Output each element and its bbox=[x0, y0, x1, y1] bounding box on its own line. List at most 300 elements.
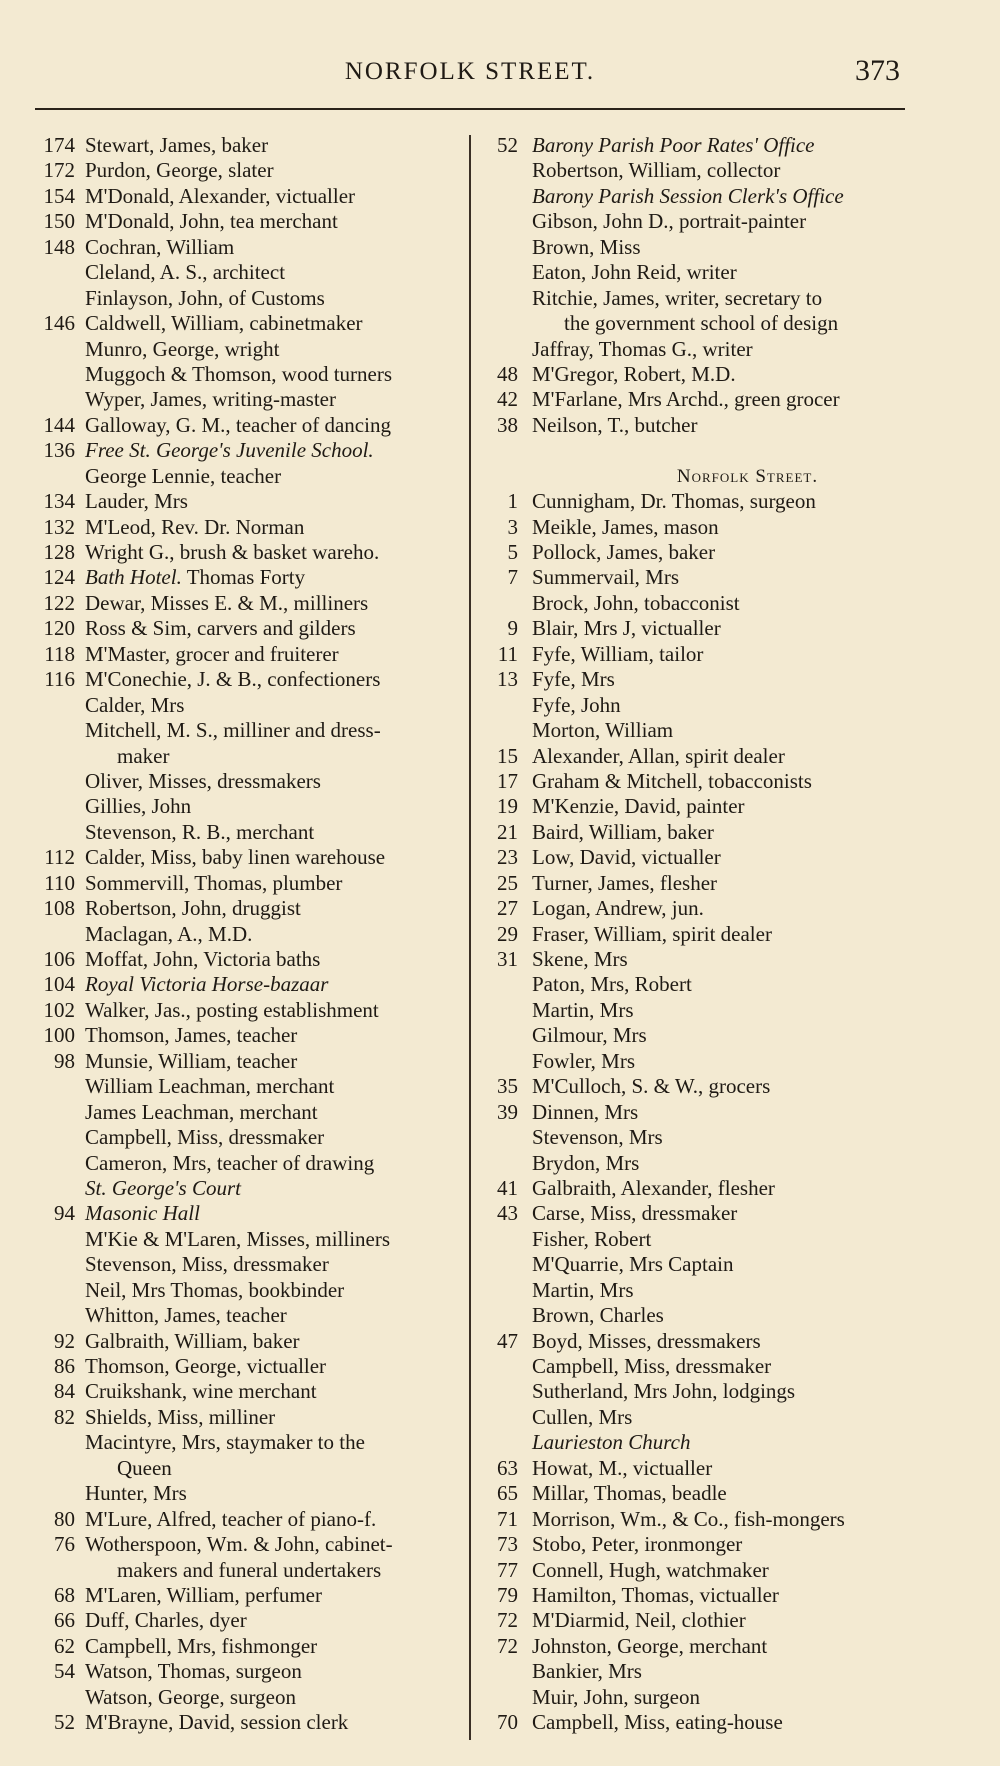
entry-text bbox=[85, 362, 392, 387]
entry-text bbox=[85, 286, 325, 311]
directory-entry bbox=[15, 1049, 465, 1074]
directory-entry bbox=[480, 387, 995, 412]
directory-entry bbox=[15, 642, 465, 667]
directory-entry bbox=[15, 718, 465, 743]
house-number: 68 bbox=[54, 1582, 75, 1607]
entry-name: Brydon, Mrs bbox=[532, 1150, 640, 1175]
entry-text bbox=[532, 1430, 690, 1455]
directory-entry bbox=[15, 1151, 465, 1176]
directory-entry bbox=[480, 1379, 995, 1404]
entry-text bbox=[532, 515, 719, 540]
directory-entry bbox=[15, 667, 465, 692]
directory-entry bbox=[480, 1634, 995, 1659]
entry-text bbox=[85, 591, 368, 616]
entry-name: Shields, Miss, milliner bbox=[85, 1404, 276, 1429]
entry-name: Carse, Miss, dressmaker bbox=[532, 1201, 738, 1226]
entry-text bbox=[85, 1430, 365, 1455]
entry-text bbox=[85, 693, 184, 718]
entry-name: Barony Parish Poor Rates' Office bbox=[532, 133, 815, 157]
directory-entry bbox=[480, 718, 995, 743]
directory-entry bbox=[15, 744, 465, 769]
entry-text bbox=[85, 1151, 374, 1176]
entry-name: Muggoch & Thomson, wood turners bbox=[85, 361, 393, 386]
entry-name: Skene, Mrs bbox=[532, 947, 628, 971]
entry-text bbox=[532, 922, 772, 947]
entry-text bbox=[532, 845, 721, 870]
house-number: 38 bbox=[497, 412, 518, 437]
entry-name: M'Farlane, Mrs Archd., green grocer bbox=[532, 387, 840, 412]
entry-name: M'Brayne, David, session clerk bbox=[85, 1710, 349, 1735]
directory-entry bbox=[480, 1456, 995, 1481]
entry-text bbox=[85, 1100, 318, 1125]
directory-entry bbox=[480, 540, 995, 565]
directory-entry bbox=[15, 286, 465, 311]
entry-text bbox=[85, 845, 385, 870]
entry-text bbox=[85, 1252, 329, 1277]
directory-entry bbox=[15, 1023, 465, 1048]
house-number: 92 bbox=[54, 1328, 75, 1353]
house-number: 21 bbox=[497, 819, 518, 844]
house-number: 65 bbox=[497, 1481, 518, 1506]
directory-entry bbox=[480, 158, 995, 183]
entry-name: M'Lure, Alfred, teacher of piano-f. bbox=[85, 1506, 377, 1531]
entry-name: Graham & Mitchell, tobacconists bbox=[532, 768, 812, 793]
house-number: 17 bbox=[497, 768, 518, 793]
directory-entry bbox=[480, 1710, 995, 1735]
house-number: 73 bbox=[497, 1532, 518, 1557]
entry-name: Fyfe, John bbox=[532, 692, 621, 717]
entry-name: Howat, M., victualler bbox=[532, 1455, 713, 1480]
entry-name: Campbell, Miss, eating-house bbox=[532, 1710, 783, 1735]
column-divider bbox=[469, 135, 471, 1740]
directory-entry bbox=[480, 362, 995, 387]
entry-text bbox=[532, 133, 815, 158]
directory-entry bbox=[480, 1507, 995, 1532]
entry-name: Galbraith, William, baker bbox=[85, 1328, 300, 1353]
entry-name: Summervail, Mrs bbox=[532, 565, 679, 590]
entry-text bbox=[85, 1303, 287, 1328]
entry-name: Fyfe, Mrs bbox=[532, 667, 615, 692]
entry-text bbox=[85, 565, 305, 590]
entry-name: Fisher, Robert bbox=[532, 1226, 652, 1251]
directory-entry bbox=[15, 922, 465, 947]
entry-name: Morton, William bbox=[532, 718, 674, 743]
directory-entry bbox=[480, 311, 995, 336]
entry-text bbox=[85, 1329, 300, 1354]
entry-name: M'Donald, Alexander, victualler bbox=[85, 183, 356, 208]
entry-text bbox=[532, 896, 704, 921]
directory-entry bbox=[480, 1481, 995, 1506]
house-number: 144 bbox=[43, 412, 75, 437]
entry-name: William Leachman, merchant bbox=[85, 1074, 335, 1099]
entry-text bbox=[532, 998, 634, 1023]
directory-entry bbox=[480, 1100, 995, 1125]
house-number: 136 bbox=[43, 438, 75, 463]
entry-text bbox=[532, 1252, 734, 1277]
directory-entry bbox=[480, 413, 995, 438]
house-number: 31 bbox=[497, 947, 518, 971]
directory-entry bbox=[15, 235, 465, 260]
directory-entry bbox=[15, 693, 465, 718]
entry-name: Calder, Miss, baby linen warehouse bbox=[85, 845, 386, 870]
directory-entry bbox=[15, 184, 465, 209]
directory-entry bbox=[480, 489, 995, 514]
directory-entry bbox=[15, 260, 465, 285]
house-number: 29 bbox=[497, 921, 518, 946]
entry-name: Connell, Hugh, watchmaker bbox=[532, 1557, 769, 1582]
directory-entry bbox=[15, 1558, 465, 1583]
house-number: 5 bbox=[507, 540, 518, 564]
directory-entry bbox=[480, 1049, 995, 1074]
directory-entry bbox=[480, 1405, 995, 1430]
house-number: 146 bbox=[43, 311, 75, 336]
entry-name: Gillies, John bbox=[85, 794, 192, 819]
directory-entry bbox=[15, 1100, 465, 1125]
entry-name: M'Leod, Rev. Dr. Norman bbox=[85, 514, 305, 539]
house-number: 42 bbox=[497, 387, 518, 412]
entry-text bbox=[532, 693, 621, 718]
entry-name: Robertson, John, druggist bbox=[85, 896, 301, 921]
directory-entry bbox=[15, 1354, 465, 1379]
entry-text bbox=[532, 642, 703, 667]
entry-text bbox=[532, 1481, 727, 1506]
house-number: 110 bbox=[44, 870, 75, 895]
entry-name: Muir, John, surgeon bbox=[532, 1684, 700, 1709]
directory-entry bbox=[15, 1125, 465, 1150]
directory-entry bbox=[15, 1405, 465, 1430]
entry-name: Macintyre, Mrs, staymaker to the bbox=[85, 1430, 365, 1455]
directory-entry bbox=[480, 1583, 995, 1608]
entry-name: Meikle, James, mason bbox=[532, 514, 719, 539]
house-number: 84 bbox=[54, 1379, 75, 1404]
directory-entry bbox=[15, 565, 465, 590]
directory-entry bbox=[480, 260, 995, 285]
directory-entry bbox=[15, 438, 465, 463]
house-number: 120 bbox=[43, 616, 75, 641]
entry-text bbox=[85, 133, 268, 158]
entry-text bbox=[85, 922, 252, 947]
entry-text bbox=[85, 1379, 317, 1404]
entry-text bbox=[532, 1125, 663, 1150]
house-number: 118 bbox=[44, 641, 75, 666]
directory-entry bbox=[480, 337, 995, 362]
house-number: 52 bbox=[54, 1710, 75, 1735]
directory-entry bbox=[15, 591, 465, 616]
directory-entry bbox=[15, 133, 465, 158]
directory-entry bbox=[15, 1532, 465, 1557]
directory-entry bbox=[480, 845, 995, 870]
entry-name: Thomson, James, teacher bbox=[85, 1023, 298, 1048]
directory-entry bbox=[15, 413, 465, 438]
directory-entry bbox=[480, 1685, 995, 1710]
directory-entry bbox=[480, 871, 995, 896]
entry-name: Stewart, James, baker bbox=[85, 133, 269, 157]
house-number: 48 bbox=[497, 361, 518, 386]
entry-text bbox=[85, 1023, 297, 1048]
entry-name: Low, David, victualler bbox=[532, 845, 721, 870]
entry-text bbox=[532, 794, 745, 819]
directory-entry bbox=[15, 158, 465, 183]
entry-text bbox=[85, 998, 379, 1023]
house-number: 41 bbox=[497, 1175, 518, 1200]
entry-text bbox=[532, 1456, 712, 1481]
entry-name: M'Diarmid, Neil, clothier bbox=[532, 1608, 746, 1633]
entry-name: Hamilton, Thomas, victualler bbox=[532, 1582, 779, 1607]
directory-entry bbox=[15, 1252, 465, 1277]
entry-text bbox=[532, 1201, 737, 1226]
entry-name: Galloway, G. M., teacher of dancing bbox=[85, 412, 391, 437]
directory-entry bbox=[480, 1278, 995, 1303]
directory-entry bbox=[480, 515, 995, 540]
house-number: 71 bbox=[497, 1506, 518, 1531]
entry-text bbox=[532, 1074, 770, 1099]
entry-name: M'Gregor, Robert, M.D. bbox=[532, 361, 736, 386]
entry-name: Cameron, Mrs, teacher of drawing bbox=[85, 1150, 375, 1175]
entry-name: Sommervill, Thomas, plumber bbox=[85, 870, 343, 895]
entry-text bbox=[532, 1405, 632, 1430]
entry-name: Gibson, John D., portrait-painter bbox=[532, 209, 807, 234]
directory-entry bbox=[480, 642, 995, 667]
directory-entry bbox=[480, 947, 995, 972]
directory-entry bbox=[15, 1608, 465, 1633]
house-number: 72 bbox=[497, 1608, 518, 1633]
entry-name: Eaton, John Reid, writer bbox=[532, 260, 737, 285]
directory-entry bbox=[15, 1583, 465, 1608]
directory-entry bbox=[15, 1329, 465, 1354]
entry-text bbox=[532, 489, 816, 514]
directory-entry bbox=[15, 1074, 465, 1099]
entry-text bbox=[532, 565, 679, 590]
header-rule bbox=[35, 108, 905, 110]
house-number: 70 bbox=[497, 1710, 518, 1735]
directory-entry bbox=[15, 1303, 465, 1328]
directory-entry bbox=[480, 1227, 995, 1252]
entry-name: Watson, Thomas, surgeon bbox=[85, 1659, 302, 1684]
entry-text bbox=[532, 769, 812, 794]
entry-text bbox=[532, 591, 740, 616]
entry-name: Stevenson, Miss, dressmaker bbox=[85, 1252, 329, 1277]
entry-text bbox=[85, 1354, 326, 1379]
entry-text bbox=[85, 1507, 376, 1532]
entry-name: Queen bbox=[117, 1455, 172, 1480]
blank-line bbox=[480, 438, 995, 463]
entry-name: Maclagan, A., M.D. bbox=[85, 921, 253, 946]
entry-name: Dinnen, Mrs bbox=[532, 1099, 639, 1124]
directory-entry bbox=[480, 667, 995, 692]
house-number: 1 bbox=[507, 489, 518, 514]
directory-entry bbox=[15, 820, 465, 845]
entry-name: M'Kenzie, David, painter bbox=[532, 794, 745, 819]
entry-text bbox=[85, 438, 374, 463]
entry-text bbox=[532, 947, 628, 972]
directory-entry bbox=[480, 1354, 995, 1379]
entry-text bbox=[85, 769, 321, 794]
entry-text bbox=[532, 744, 785, 769]
entry-name: Campbell, Miss, dressmaker bbox=[532, 1354, 772, 1378]
entry-text bbox=[85, 794, 191, 819]
directory-entry bbox=[15, 1710, 465, 1735]
page-title: NORFOLK STREET. bbox=[344, 58, 596, 85]
house-number: 27 bbox=[497, 896, 518, 921]
entry-name: Robertson, William, collector bbox=[532, 158, 781, 183]
entry-name: Campbell, Miss, dressmaker bbox=[85, 1125, 325, 1150]
entry-name: maker bbox=[117, 743, 170, 768]
directory-entry bbox=[15, 794, 465, 819]
entry-text bbox=[85, 1201, 200, 1226]
entry-extra: Thomas Forty bbox=[181, 565, 306, 590]
house-number: 13 bbox=[497, 667, 518, 692]
entry-name: Pollock, James, baker bbox=[532, 540, 716, 564]
entry-name: Campbell, Mrs, fishmonger bbox=[85, 1633, 318, 1658]
entry-text bbox=[532, 1049, 635, 1074]
directory-entry bbox=[480, 1074, 995, 1099]
left-column bbox=[15, 133, 465, 1736]
entry-name: Mitchell, M. S., milliner and dress- bbox=[85, 718, 381, 743]
entry-text bbox=[532, 1023, 647, 1048]
house-number: 122 bbox=[43, 590, 75, 615]
house-number: 80 bbox=[54, 1506, 75, 1531]
directory-entry bbox=[15, 871, 465, 896]
directory-entry bbox=[15, 337, 465, 362]
entry-text bbox=[85, 1074, 334, 1099]
entry-text bbox=[532, 1507, 845, 1532]
entry-text bbox=[532, 820, 714, 845]
directory-entry bbox=[480, 616, 995, 641]
entry-name: Walker, Jas., posting establishment bbox=[85, 997, 379, 1022]
entry-name: James Leachman, merchant bbox=[85, 1099, 318, 1124]
entry-name: M'Donald, John, tea merchant bbox=[85, 209, 338, 234]
directory-entry bbox=[480, 1659, 995, 1684]
entry-text bbox=[532, 235, 641, 260]
entry-text bbox=[532, 260, 737, 285]
directory-entry bbox=[480, 744, 995, 769]
house-number: 128 bbox=[43, 540, 75, 564]
entry-text bbox=[85, 1634, 317, 1659]
entry-name: Morrison, Wm., & Co., fish-mongers bbox=[532, 1506, 845, 1531]
entry-text bbox=[532, 209, 806, 234]
entry-text bbox=[532, 616, 721, 641]
house-number: 25 bbox=[497, 870, 518, 895]
directory-entry bbox=[15, 1685, 465, 1710]
directory-entry bbox=[15, 998, 465, 1023]
directory-entry bbox=[15, 1507, 465, 1532]
entry-text bbox=[532, 1354, 771, 1379]
entry-name: Logan, Andrew, jun. bbox=[532, 896, 704, 921]
entry-name: Galbraith, Alexander, flesher bbox=[532, 1175, 775, 1200]
entry-text bbox=[532, 540, 715, 565]
entry-text bbox=[85, 1227, 390, 1252]
directory-entry bbox=[480, 1125, 995, 1150]
entry-name: Brown, Miss bbox=[532, 234, 641, 259]
entry-text bbox=[532, 1176, 775, 1201]
entry-name: Brown, Charles bbox=[532, 1303, 664, 1328]
house-number: 39 bbox=[497, 1099, 518, 1124]
house-number: 63 bbox=[497, 1455, 518, 1480]
directory-entry bbox=[480, 1303, 995, 1328]
house-number: 98 bbox=[54, 1048, 75, 1073]
house-number: 100 bbox=[43, 1023, 75, 1048]
entry-text bbox=[85, 387, 336, 412]
entry-name: Millar, Thomas, beadle bbox=[532, 1481, 727, 1506]
entry-text bbox=[85, 1659, 302, 1684]
entry-name: Munsie, William, teacher bbox=[85, 1048, 298, 1073]
directory-entry bbox=[480, 1329, 995, 1354]
entry-name: St. George's Court bbox=[85, 1175, 241, 1200]
house-number: 94 bbox=[54, 1201, 75, 1226]
entry-text bbox=[85, 947, 320, 972]
entry-name: Barony Parish Session Clerk's Office bbox=[532, 183, 844, 208]
entry-text bbox=[532, 1379, 795, 1404]
entry-text bbox=[532, 1710, 783, 1735]
page-number: 373 bbox=[855, 54, 900, 87]
directory-entry bbox=[15, 209, 465, 234]
entry-text bbox=[532, 871, 717, 896]
directory-entry bbox=[15, 1176, 465, 1201]
entry-text bbox=[85, 1176, 241, 1201]
entry-text bbox=[85, 184, 355, 209]
directory-entry bbox=[15, 1481, 465, 1506]
entry-name: Fowler, Mrs bbox=[532, 1048, 635, 1073]
entry-text bbox=[85, 489, 188, 514]
entry-name: Sutherland, Mrs John, lodgings bbox=[532, 1379, 796, 1404]
entry-name: Moffat, John, Victoria baths bbox=[85, 947, 321, 971]
entry-text bbox=[532, 1151, 639, 1176]
entry-text bbox=[532, 1659, 642, 1684]
entry-name: Fyfe, William, tailor bbox=[532, 641, 704, 666]
directory-entry bbox=[15, 947, 465, 972]
entry-name: Wright G., brush & basket wareho. bbox=[85, 540, 380, 564]
entry-text bbox=[564, 311, 838, 336]
entry-name: Neil, Mrs Thomas, bookbinder bbox=[85, 1277, 345, 1302]
entry-name: Cruikshank, wine merchant bbox=[85, 1379, 317, 1404]
entry-name: Cleland, A. S., architect bbox=[85, 260, 286, 285]
directory-entry bbox=[480, 972, 995, 997]
directory-entry bbox=[15, 1659, 465, 1684]
house-number: 106 bbox=[43, 947, 75, 971]
entry-name: Neilson, T., butcher bbox=[532, 412, 698, 437]
entry-name: Cullen, Mrs bbox=[532, 1404, 633, 1429]
entry-name: Bath Hotel. bbox=[85, 565, 182, 590]
entry-text bbox=[85, 260, 285, 285]
entry-name: Brock, John, tobacconist bbox=[532, 590, 740, 615]
house-number: 62 bbox=[54, 1633, 75, 1658]
entry-text bbox=[532, 1558, 769, 1583]
entry-text bbox=[532, 1634, 767, 1659]
entry-text bbox=[85, 209, 338, 234]
entry-text bbox=[85, 667, 380, 692]
house-number: 108 bbox=[43, 896, 75, 921]
directory-entry bbox=[480, 184, 995, 209]
entry-text bbox=[532, 972, 692, 997]
directory-entry bbox=[15, 1278, 465, 1303]
entry-text bbox=[85, 515, 304, 540]
directory-entry bbox=[15, 311, 465, 336]
entry-text bbox=[85, 1608, 247, 1633]
entry-text bbox=[117, 1558, 381, 1583]
house-number: 154 bbox=[43, 183, 75, 208]
entry-text bbox=[532, 1100, 638, 1125]
entry-text bbox=[85, 718, 381, 743]
house-number: 124 bbox=[43, 565, 75, 590]
entry-name: Finlayson, John, of Customs bbox=[85, 285, 325, 310]
entry-name: Purdon, George, slater bbox=[85, 158, 274, 183]
house-number: 23 bbox=[497, 845, 518, 870]
entry-name: Ritchie, James, writer, secretary to bbox=[532, 285, 823, 310]
directory-entry bbox=[480, 565, 995, 590]
house-number: 52 bbox=[497, 133, 518, 157]
directory-entry bbox=[15, 845, 465, 870]
directory-entry bbox=[480, 896, 995, 921]
